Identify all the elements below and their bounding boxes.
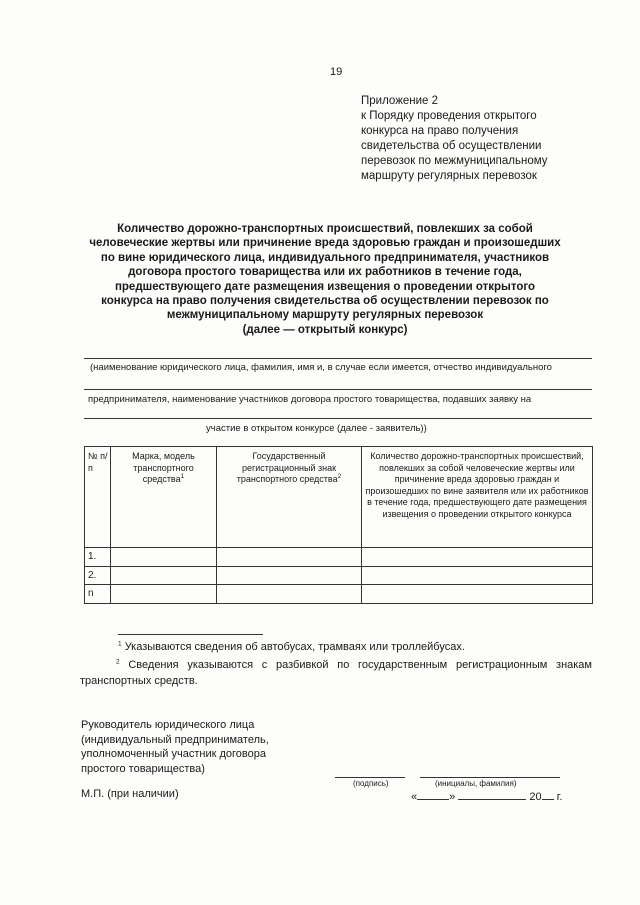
row-number: 1.	[85, 548, 111, 567]
footnote-text: Сведения указываются с разбивкой по государственным регистрационным знакам транспортных средств.	[80, 659, 592, 687]
date-open-quote: «	[411, 791, 418, 803]
stamp-label: М.П. (при наличии)	[81, 788, 179, 800]
accident-count-cell	[362, 548, 593, 567]
row-number: 2.	[85, 566, 111, 585]
signature-caption: (подпись)	[353, 779, 389, 788]
vehicle-model-cell	[111, 585, 217, 604]
reg-plate-cell	[217, 585, 362, 604]
title-line: межмуниципальному маршруту регулярных перевозок	[166, 309, 484, 322]
date-line	[411, 789, 562, 803]
appendix-line: к Порядку проведения открытого	[361, 110, 537, 122]
page-number: 19	[330, 66, 343, 78]
reg-plate-cell	[217, 548, 362, 567]
signatory-line: (индивидуальный предприниматель,	[81, 733, 269, 746]
month-blank	[458, 789, 526, 800]
vehicle-model-cell	[111, 566, 217, 585]
title-line: по вине юридического лица, индивидуального предпринимателя, участников	[100, 251, 550, 264]
footnote-mark: 1	[118, 640, 122, 648]
footnote-text: Указываются сведения об автобусах, трамваях или троллейбусах.	[124, 641, 465, 653]
appendix-line: свидетельства об осуществлении	[361, 140, 542, 152]
applicant-caption: участие в открытом конкурсе (далее - заявитель))	[206, 423, 427, 434]
year-blank	[542, 789, 554, 800]
name-line	[420, 777, 560, 778]
footnote-separator	[118, 634, 263, 635]
accidents-table	[84, 446, 593, 604]
title-line: человеческие жертвы или причинение вреда здоровью граждан и произошедших	[89, 237, 561, 250]
header-accident-count: Количество дорожно-транспортных происшествий, повлекших за собой человеческие жертвы или причинение вреда здоровью граждан и произошедших по вине заявителя или их работников в течение года, предшествующего дате размещения извещения о проведении открытого конкурса	[362, 447, 593, 548]
year-suffix: г.	[556, 791, 563, 803]
document-title	[80, 222, 570, 337]
appendix-line: Приложение 2	[361, 95, 439, 107]
signatory-line: уполномоченный участник договора	[81, 748, 266, 760]
table-row	[85, 566, 593, 585]
table-row	[85, 548, 593, 567]
header-reg-plate: Государственный регистрационный знак транспортного средства$^2$	[217, 447, 362, 548]
signatory-line: Руководитель юридического лица	[81, 719, 255, 731]
applicant-fill-line	[84, 389, 592, 390]
header-number: № п/п	[85, 447, 111, 548]
vehicle-model-cell	[111, 548, 217, 567]
title-line: Количество дорожно-транспортных происшествий, повлекших за собой	[117, 223, 533, 235]
table-header-row	[85, 447, 593, 548]
signature-line	[335, 777, 405, 778]
applicant-fill-line	[84, 418, 592, 419]
applicant-caption: (наименование юридического лица, фамилия, имя и, в случае если имеется, отчество индивидуального	[90, 362, 552, 373]
signatory-line: простого товарищества)	[81, 762, 205, 775]
reg-plate-cell	[217, 566, 362, 585]
year-prefix: 20	[529, 791, 542, 803]
name-caption: (инициалы, фамилия)	[435, 779, 517, 788]
signatory-block	[81, 718, 269, 776]
appendix-header	[361, 94, 611, 184]
header-vehicle-model: Марка, модель транспортного средства$^1$	[111, 447, 217, 548]
table-row	[85, 585, 593, 604]
title-line: предшествующего дате размещения извещения о проведении открытого	[114, 280, 536, 293]
row-number: n	[85, 585, 111, 604]
appendix-line: маршруту регулярных перевозок	[361, 170, 537, 182]
applicant-fill-line	[84, 358, 592, 359]
footnote-ref: 1	[180, 473, 185, 480]
appendix-line: конкурса на право получения	[361, 125, 519, 137]
footnote-1	[118, 641, 465, 653]
applicant-caption: предпринимателя, наименование участников договора простого товарищества, подавших заявку на	[88, 394, 532, 405]
title-line: договора простого товарищества или их работников в течение года,	[128, 266, 522, 279]
day-blank	[417, 789, 449, 800]
title-line: (далее — открытый конкурс)	[242, 323, 408, 336]
title-line: конкурса на право получения свидетельства об осуществлении перевозок по	[101, 295, 549, 308]
accident-count-cell	[362, 585, 593, 604]
footnote-2	[80, 657, 592, 689]
accident-count-cell	[362, 566, 593, 585]
date-close-quote: »	[449, 791, 456, 803]
footnote-ref: 2	[337, 473, 342, 480]
appendix-line: перевозок по межмуниципальному	[361, 155, 548, 167]
footnote-mark: 2	[116, 658, 120, 666]
